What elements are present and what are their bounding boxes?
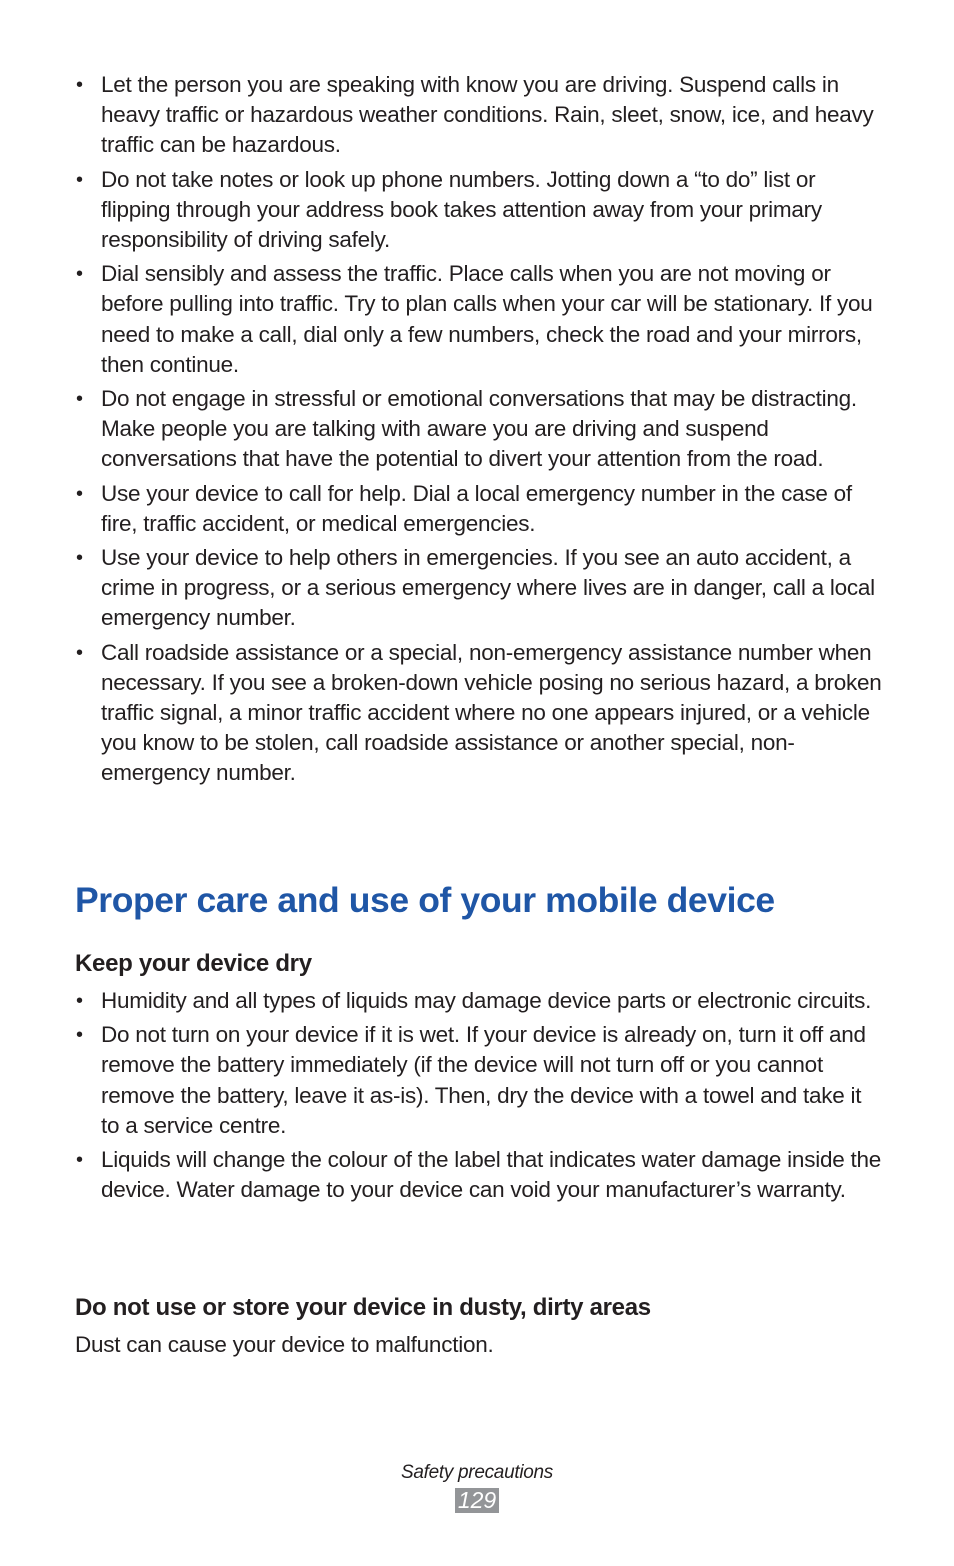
driving-tips-section xyxy=(75,70,885,793)
page-number: 129 xyxy=(455,1488,499,1513)
list-item-text: Use your device to help others in emergencies. If you see an auto accident, a crime in progress, or a serious emergency where lives are in danger, call a local emergency number. xyxy=(101,545,875,631)
bullet: • xyxy=(76,263,83,286)
list-item-text: Humidity and all types of liquids may damage device parts or electronic circuits. xyxy=(101,988,872,1013)
list-item-text: Do not engage in stressful or emotional conversations that may be distracting. Make people you are talking with aware you are driving and suspend conversations that have the potential to divert your attention from the road. xyxy=(101,386,857,472)
dusty-areas-section xyxy=(75,1294,885,1360)
list-item xyxy=(75,638,885,789)
bullet: • xyxy=(76,1024,83,1047)
dusty-areas-text: Dust can cause your device to malfunction. xyxy=(75,1332,494,1357)
list-item xyxy=(75,259,885,380)
footer-section-label: Safety precautions xyxy=(401,1462,553,1483)
list-item xyxy=(75,543,885,634)
bullet: • xyxy=(76,641,83,664)
bullet: • xyxy=(76,482,83,505)
dusty-areas-heading: Do not use or store your device in dusty, dirty areas xyxy=(75,1294,651,1321)
bullet: • xyxy=(76,1149,83,1172)
bullet: • xyxy=(76,74,83,96)
list-item-text: Let the person you are speaking with know you are driving. Suspend calls in heavy traffic or hazardous weather conditions. Rain, sleet, snow, ice, and heavy traffic can be hazardous. xyxy=(101,72,874,158)
list-item-text: Liquids will change the colour of the label that indicates water damage inside the device. Water damage to your device can void your manufacturer’s warranty. xyxy=(101,1147,881,1203)
bullet: • xyxy=(76,168,83,191)
list-item-text: Use your device to call for help. Dial a local emergency number in the case of fire, traffic accident, or medical emergencies. xyxy=(101,480,852,536)
page-footer xyxy=(0,1462,954,1513)
bullet: • xyxy=(76,990,83,1012)
list-item-text: Do not take notes or look up phone numbers. Jotting down a “to do” list or flipping through your address book takes attention away from your primary responsibility of driving safely. xyxy=(101,166,822,253)
list-item xyxy=(75,986,885,1016)
driving-tips-list xyxy=(75,70,885,789)
list-item xyxy=(75,70,885,161)
list-item-text: Call roadside assistance or a special, non-emergency assistance number when necessary. If you see a broken-down vehicle posing no serious hazard, a broken traffic signal, a minor traffic accident where no one appears injured, or a vehicle you know to be stolen, call roadside assistance or another special, non-emergency number. xyxy=(101,639,882,786)
list-item xyxy=(75,384,885,475)
list-item xyxy=(75,1145,885,1205)
list-item-text: Dial sensibly and assess the traffic. Place calls when you are not moving or before pulling into traffic. Try to plan calls when your car will be stationary. If you need to make a call, dial only a few numbers, check the road and your mirrors, then continue. xyxy=(101,261,873,377)
list-item xyxy=(75,1020,885,1141)
keep-dry-list xyxy=(75,986,885,1205)
list-item-text: Do not turn on your device if it is wet. If your device is already on, turn it off and remove the battery immediately (if the device will not turn off or you cannot remove the battery, leave it as-is). Then, dry the device with a towel and take it to a service centre. xyxy=(101,1022,866,1138)
bullet: • xyxy=(76,547,83,570)
list-item xyxy=(75,479,885,539)
keep-dry-section xyxy=(75,950,885,1209)
section-title: Proper care and use of your mobile device xyxy=(75,880,775,920)
keep-dry-heading: Keep your device dry xyxy=(75,950,312,977)
list-item xyxy=(75,165,885,256)
bullet: • xyxy=(76,388,83,411)
